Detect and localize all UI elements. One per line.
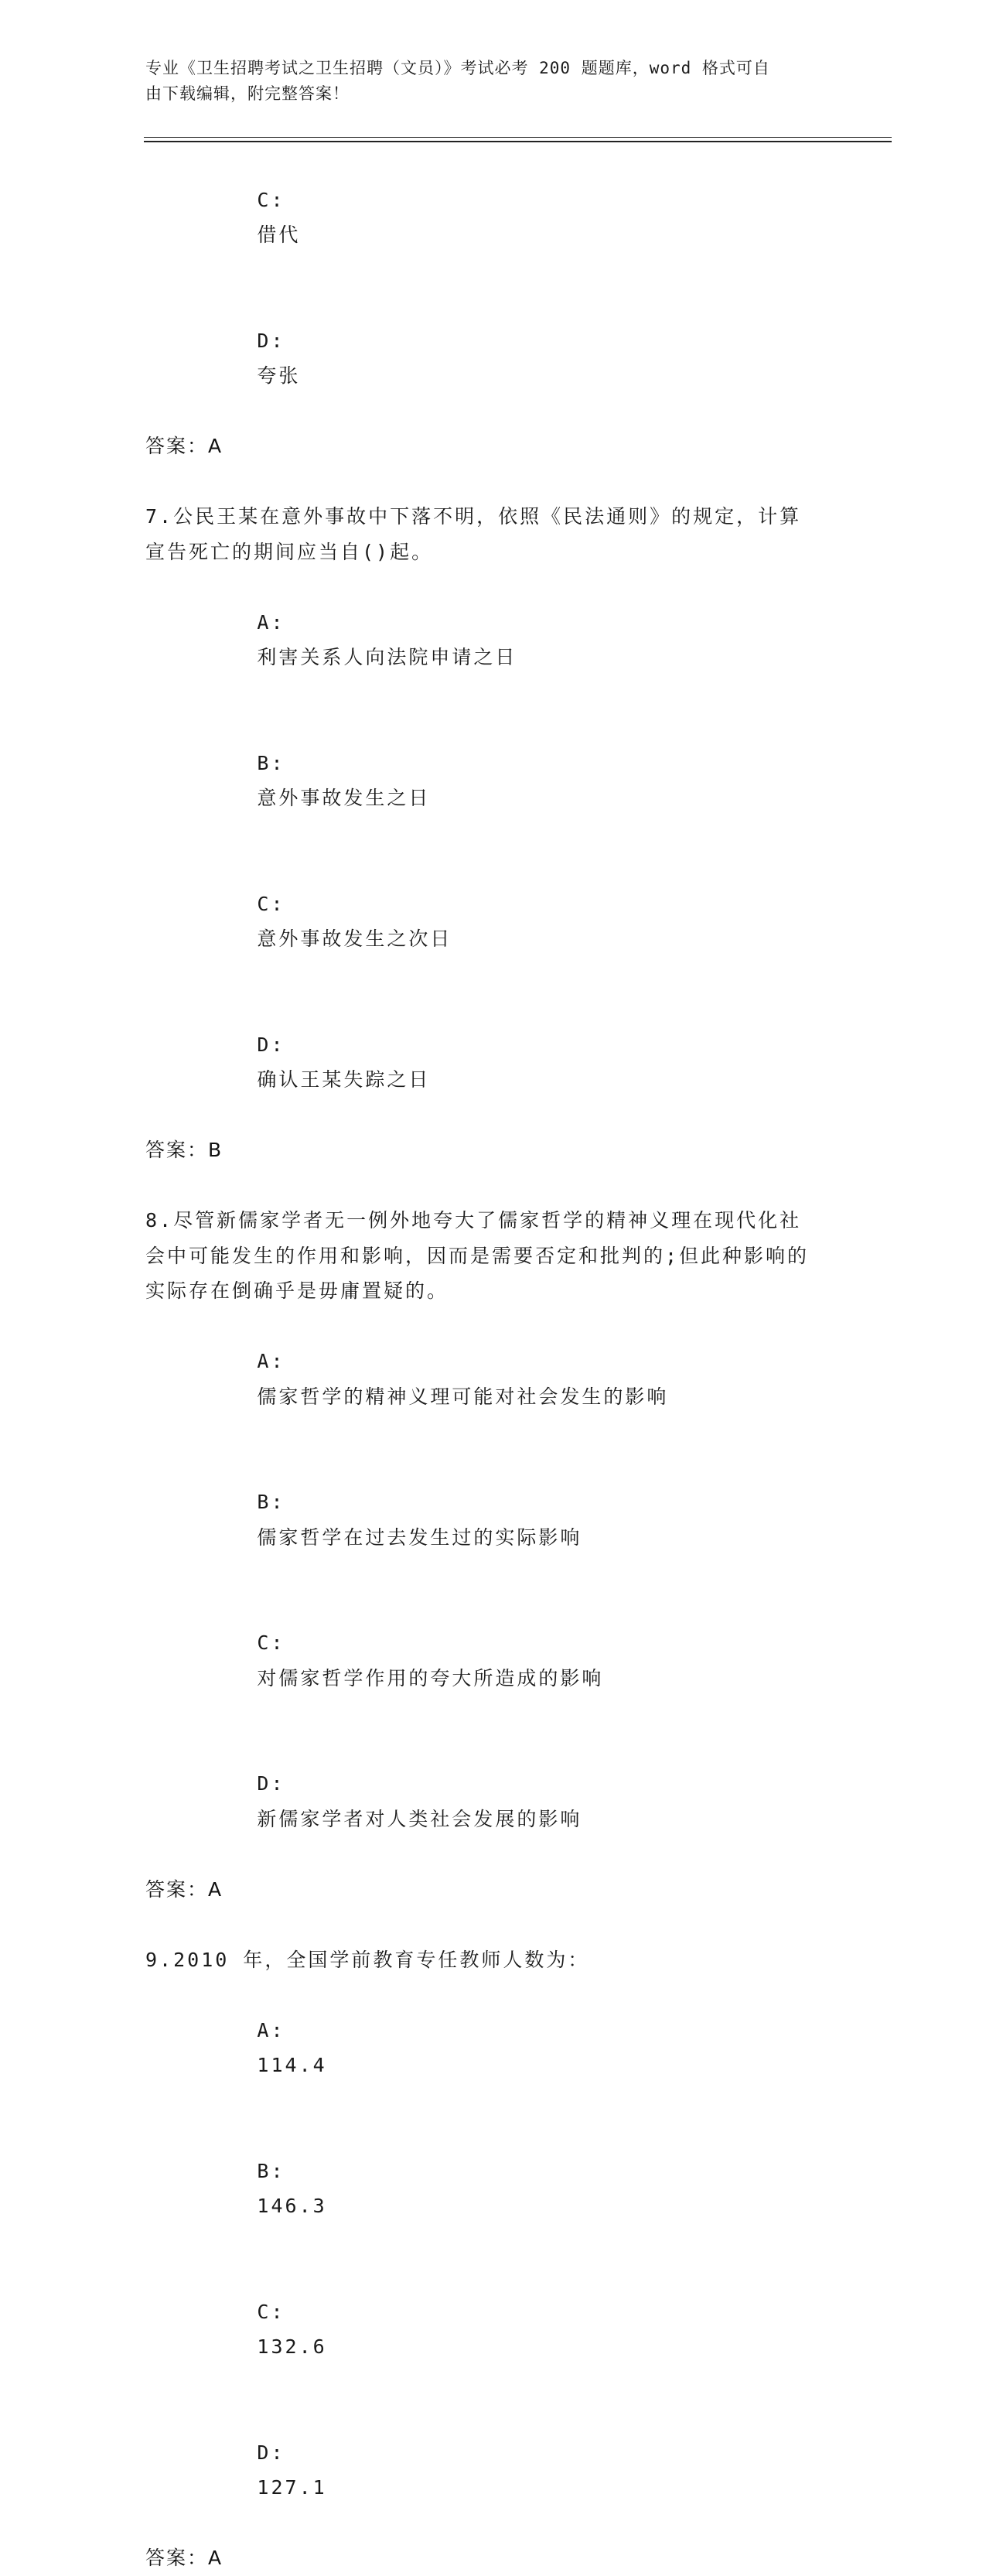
- option-label: C:: [257, 2300, 285, 2323]
- header-line-1: 专业《卫生招聘考试之卫生招聘（文员）》考试必考 200 题题库，word 格式可自: [145, 59, 770, 77]
- option-text: 132.6: [257, 2335, 327, 2358]
- spacer: [145, 1168, 841, 1204]
- question-9: [145, 1942, 841, 2576]
- question-7: [145, 499, 841, 1168]
- option-text: 借代: [257, 224, 301, 246]
- option-c: [145, 2259, 841, 2400]
- option-a: [145, 1309, 841, 1450]
- question-stem-line: 8.尽管新儒家学者无一例外地夸大了儒家哲学的精神义理在现代化社: [145, 1209, 802, 1232]
- option-b: [145, 1450, 841, 1590]
- option-label: A:: [257, 1350, 285, 1372]
- prev-question-tail: [145, 147, 841, 464]
- option-text: 夸张: [257, 364, 301, 387]
- answer-line: 答案：A: [145, 435, 223, 457]
- spacer: [145, 464, 841, 500]
- option-b: [145, 2118, 841, 2259]
- option-label: C:: [257, 188, 285, 211]
- option-text: 114.4: [257, 2054, 327, 2076]
- option-label: A:: [257, 610, 285, 634]
- option-text: 意外事故发生之次日: [257, 928, 452, 950]
- option-label: D:: [257, 1772, 285, 1795]
- option-d: [145, 1731, 841, 1872]
- option-c: [145, 1590, 841, 1731]
- option-label: B:: [257, 1491, 285, 1513]
- question-stem-line: 会中可能发生的作用和影响，因而是需要否定和批判的;但此种影响的: [145, 1244, 810, 1267]
- option-label: D:: [257, 329, 285, 352]
- option-text: 127.1: [257, 2476, 327, 2499]
- option-b: [145, 710, 841, 851]
- option-label: D:: [257, 2441, 285, 2464]
- option-d: [145, 2400, 841, 2540]
- option-a: [145, 569, 841, 710]
- option-text: 新儒家学者对人类社会发展的影响: [257, 1807, 582, 1830]
- option-text: 146.3: [257, 2195, 327, 2217]
- answer-line: 答案：A: [145, 2547, 223, 2569]
- question-list: [145, 147, 841, 2576]
- option-label: B:: [257, 751, 285, 774]
- option-label: A:: [257, 2018, 285, 2041]
- answer-line: 答案：A: [145, 1877, 223, 1901]
- question-stem-line: 宣告死亡的期间应当自()起。: [145, 540, 434, 563]
- answer-line: 答案：B: [145, 1139, 223, 1161]
- option-c: [145, 851, 841, 992]
- option-label: B:: [257, 2159, 285, 2182]
- option-a: [145, 1977, 841, 2118]
- header-divider-thick: [144, 141, 892, 142]
- option-text: 儒家哲学在过去发生过的实际影响: [257, 1525, 582, 1549]
- document-header: [145, 56, 841, 107]
- option-label: C:: [257, 1631, 285, 1654]
- option-label: D:: [257, 1033, 285, 1056]
- question-8: [145, 1203, 841, 1907]
- option-text: 儒家哲学的精神义理可能对社会发生的影响: [257, 1385, 669, 1408]
- option-text: 利害关系人向法院申请之日: [257, 646, 517, 668]
- question-stem-line: 9.2010 年，全国学前教育专任教师人数为：: [145, 1948, 590, 1971]
- option-label: C:: [257, 892, 285, 915]
- option-text: 确认王某失踪之日: [257, 1068, 431, 1091]
- option-c: [145, 147, 841, 288]
- question-stem-line: 实际存在倒确乎是毋庸置疑的。: [145, 1279, 449, 1302]
- spacer: [145, 1907, 841, 1942]
- option-d: [145, 992, 841, 1133]
- header-divider-thin: [144, 137, 892, 138]
- question-stem-line: 7.公民王某在意外事故中下落不明，依照《民法通则》的规定，计算: [145, 505, 802, 528]
- option-text: 对儒家哲学作用的夸大所造成的影响: [257, 1666, 604, 1689]
- option-d: [145, 288, 841, 429]
- header-line-2: 由下载编辑，附完整答案！: [145, 84, 350, 103]
- option-text: 意外事故发生之日: [257, 787, 431, 809]
